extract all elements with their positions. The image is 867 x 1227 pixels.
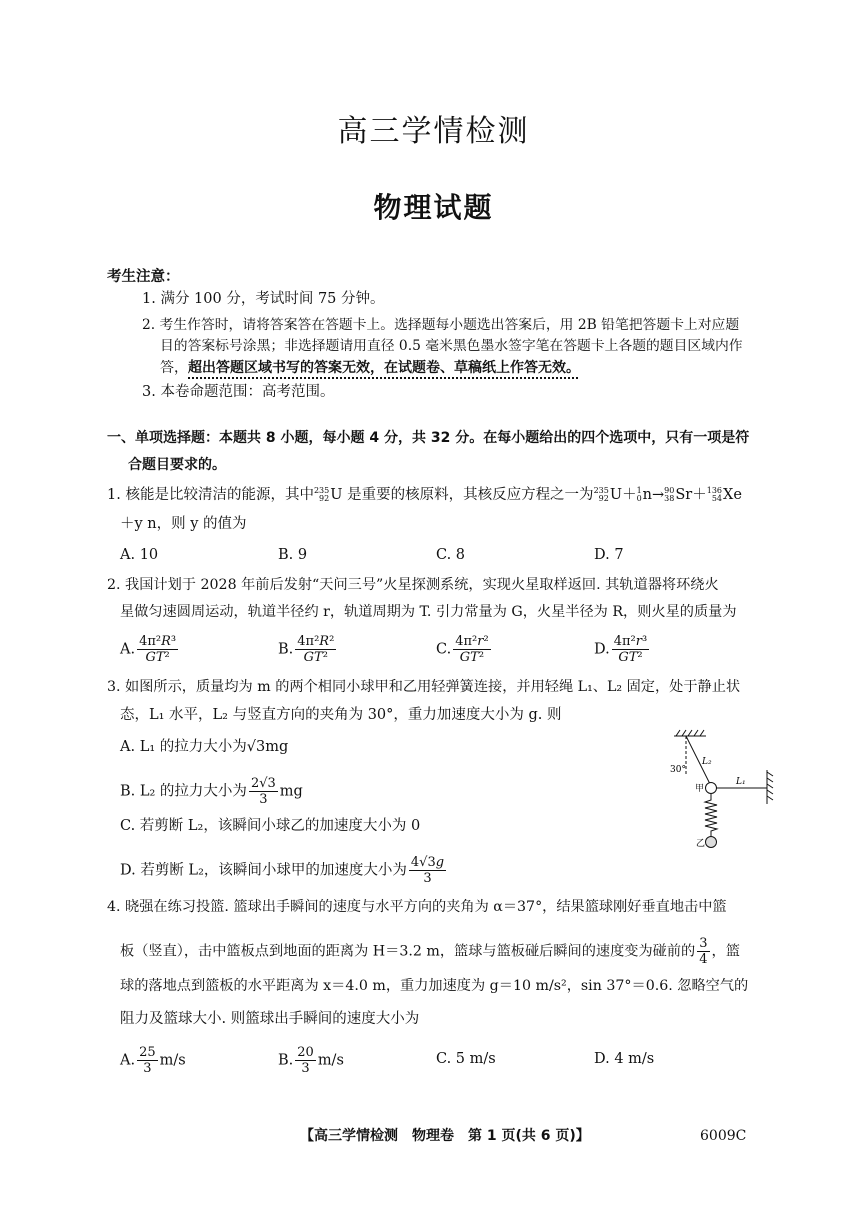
question-1-stem-line-2: ＋y n，则 y 的值为 — [120, 516, 247, 532]
l1-label: L₁ — [736, 777, 746, 787]
ceiling-hatch — [676, 730, 704, 736]
spring-ball-figure — [660, 728, 780, 858]
question-2-stem-line-2: 星做匀速圆周运动，轨道半径约 r，轨道周期为 T. 引力常量为 G，火星半径为 R，则火星的质量为 — [120, 604, 737, 620]
notice-item-2-line-3: 答，超出答题区域书写的答案无效，在试题卷、草稿纸上作答无效。 — [160, 360, 580, 376]
q1-option-c: C. 8 — [436, 547, 466, 563]
notice-item-1: 1. 满分 100 分，考试时间 75 分钟。 — [142, 291, 385, 307]
ball-yi — [706, 837, 717, 848]
emphasis-text: 超出答题区域书写的答案无效，在试题卷、草稿纸上作答无效。 — [188, 360, 580, 376]
q4-option-b: B. $\frac{20}{3}$ m/s — [278, 1045, 344, 1076]
q4-option-c: C. 5 m/s — [436, 1051, 496, 1067]
notice-item-2-line-1: 2. 考生作答时，请将答案答在答题卡上。选择题每小题选出答案后，用 2B 铅笔把答题卡上对应题 — [142, 317, 740, 333]
q2-option-c: C. $\frac{\text{4π²r²}}{\text{GT²}}$ — [436, 634, 489, 665]
exam-code: 6009C — [700, 1128, 747, 1144]
ball-jia — [706, 783, 717, 794]
q4-option-a: A. $\frac{25}{3}$ m/s — [120, 1045, 186, 1076]
question-2-stem: 2. 我国计划于 2028 年前后发射“天问三号”火星探测系统，实现火星取样返回. 其轨道器将环绕火 — [107, 577, 719, 593]
exam-title: 高三学情检测 — [337, 114, 530, 149]
q2-option-a: A. $\frac{\text{4π²R³}}{\text{GT²}}$ — [120, 634, 177, 665]
q1-option-b: B. 9 — [278, 547, 308, 563]
question-4-stem-line-4: 阻力及篮球大小. 则篮球出手瞬间的速度大小为 — [120, 1011, 420, 1027]
notice-heading: 考生注意： — [107, 269, 180, 285]
wall-hatch — [767, 772, 773, 800]
question-4-stem: 4. 晓强在练习投篮. 篮球出手瞬间的速度与水平方向的夹角为 α＝37°，结果篮球刚好垂直地击中篮 — [107, 899, 727, 915]
notice-item-3: 3. 本卷命题范围：高考范围。 — [142, 384, 335, 400]
l2-label: L₂ — [702, 757, 712, 767]
q3-option-a: A. L₁ 的拉力大小为√3mg — [120, 739, 289, 755]
ball-jia-label: 甲 — [695, 784, 705, 794]
question-3-stem-line-2: 态，L₁ 水平，L₂ 与竖直方向的夹角为 30°，重力加速度大小为 g. 则 — [120, 707, 562, 723]
ball-yi-label: 乙 — [696, 839, 706, 849]
section-heading-line-2: 合题目要求的。 — [128, 457, 226, 473]
angle-label: 30° — [670, 765, 686, 775]
q4-option-d: D. 4 m/s — [594, 1051, 655, 1067]
q2-option-b: B. $\frac{\text{4π²R²}}{\text{GT²}}$ — [278, 634, 335, 665]
q2-option-d: D. $\frac{\text{4π²r³}}{\text{GT²}}$ — [594, 634, 648, 665]
q1-option-d: D. 7 — [594, 547, 624, 563]
exam-subtitle: 物理试题 — [373, 191, 494, 224]
question-4-stem-line-3: 球的落地点到篮板的水平距离为 x＝4.0 m，重力加速度为 g＝10 m/s²，sin 37°＝0.6. 忽略空气的 — [120, 978, 749, 994]
question-1-stem: 1. 核能是比较清洁的能源，其中 235 92 U 是重要的核原料，其核反应方程之一为 235 92 U＋ 1 0 n→ 90 38 Sr＋ 136 54 Xe — [107, 486, 742, 503]
notice-item-2-line-2: 目的答案标号涂黑；非选择题请用直径 0.5 毫米黑色墨水签字笔在答题卡上各题的题目区域内作 — [160, 338, 743, 354]
section-heading: 一、单项选择题：本题共 8 小题，每小题 4 分，共 32 分。在每小题给出的四个选项中，只有一项是符 — [107, 430, 750, 446]
q3-option-c: C. 若剪断 L₂，该瞬间小球乙的加速度大小为 0 — [120, 818, 421, 834]
q3-option-d: D. 若剪断 L₂，该瞬间小球甲的加速度大小为 $\frac{4√3g}{3}$ — [120, 855, 445, 886]
q1-option-a: A. 10 — [120, 547, 159, 563]
q3-option-b: B. L₂ 的拉力大小为 $\frac{2√3}{3}$ mg — [120, 776, 303, 807]
spring — [705, 794, 717, 836]
page-footer: 【高三学情检测 物理卷 第 1 页(共 6 页)】 — [300, 1128, 590, 1144]
question-3-stem: 3. 如图所示，质量均为 m 的两个相同小球甲和乙用轻弹簧连接，并用轻绳 L₁、L₂ 固定，处于静止状 — [107, 679, 741, 695]
question-4-stem-line-2: 板（竖直），击中篮板点到地面的距离为 H＝3.2 m，篮球与篮板碰后瞬间的速度变为碰前的 $\frac{3}{4}$ ，篮 — [120, 936, 740, 967]
